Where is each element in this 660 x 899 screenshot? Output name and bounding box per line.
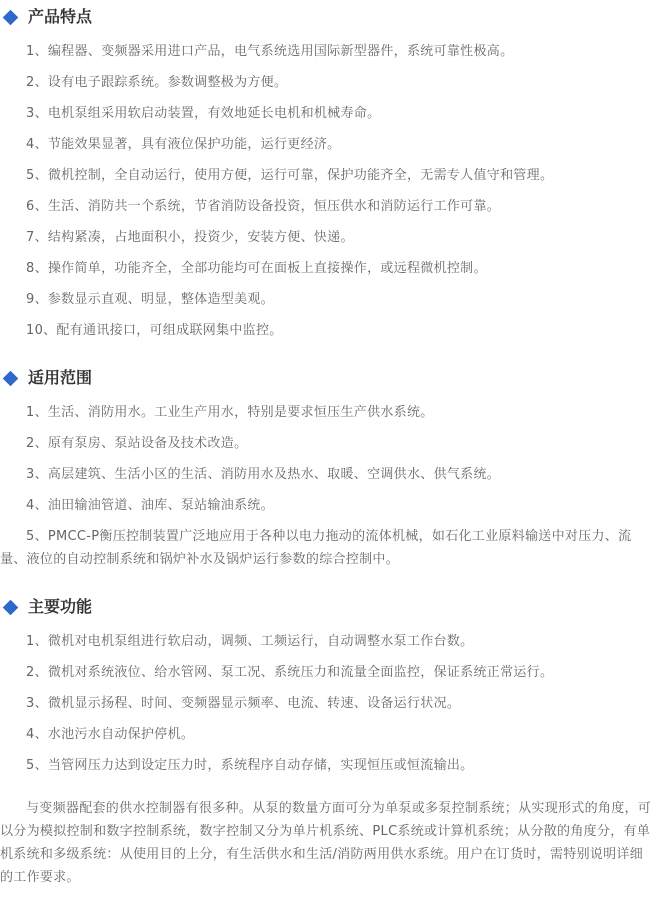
section-heading-main-functions (0, 597, 654, 617)
list-item: 3、微机显示扬程、时间、变频器显示频率、电流、转速、设备运行状况。 (26, 696, 461, 711)
section-title-text: 主要功能 (28, 597, 93, 616)
list-item: 1、编程器、变频器采用进口产品，电气系统选用国际新型器件，系统可靠性极高。 (26, 44, 514, 59)
blue-diamond-icon (3, 599, 19, 615)
list-item: 3、电机泵组采用软启动装置，有效地延长电机和机械寿命。 (26, 106, 381, 121)
list-item: 2、设有电子跟踪系统。参数调整极为方便。 (26, 75, 288, 90)
section-product-features (0, 7, 654, 342)
section-application-scope (0, 368, 654, 571)
list-item: 2、原有泵房、泵站设备及技术改造。 (26, 436, 248, 451)
list-item: 3、高层建筑、生活小区的生活、消防用水及热水、取暖、空调供水、供气系统。 (26, 467, 501, 482)
list-item: 2、微机对系统液位、给水管网、泵工况、系统压力和流量全面监控，保证系统正常运行。 (26, 665, 554, 680)
list-item: 4、水池污水自动保护停机。 (26, 727, 195, 742)
list-item: 4、节能效果显著，具有液位保护功能，运行更经济。 (26, 137, 341, 152)
section-heading-product-features (0, 7, 654, 27)
section-main-functions (0, 597, 654, 777)
list-item: 5、微机控制，全自动运行，使用方便，运行可靠，保护功能齐全，无需专人值守和管理。 (26, 168, 554, 183)
list-item: 5、当管网压力达到设定压力时，系统程序自动存储，实现恒压或恒流输出。 (26, 758, 474, 773)
list-item: 1、生活、消防用水。工业生产用水，特别是要求恒压生产供水系统。 (26, 405, 434, 420)
section-title-text: 适用范围 (28, 368, 93, 387)
blue-diamond-icon (3, 370, 19, 386)
list-item: 9、参数显示直观、明显，整体造型美观。 (26, 292, 274, 307)
list-item: 7、结构紧凑，占地面积小，投资少，安装方便、快递。 (26, 230, 354, 245)
list-item: 1、微机对电机泵组进行软启动，调频、工频运行，自动调整水泵工作台数。 (26, 634, 474, 649)
closing-paragraph: 与变频器配套的供水控制器有很多种。从泵的数量方面可分为单泵或多泵控制系统；从实现形式的角度，可以分为模拟控制和数字控制系统，数字控制又分为单片机系统、PLC系统或计算机系统；从分散的角度分，有单机系统和多级系统：从使用目的上分，有生活供水和生活/消防两用供水系统。用户在订货时，需特别说明详细的工作要求。 (0, 801, 652, 885)
section-title-text: 产品特点 (28, 7, 93, 26)
blue-diamond-icon (3, 9, 19, 25)
list-item: 8、操作简单，功能齐全，全部功能均可在面板上直接操作，或远程微机控制。 (26, 261, 487, 276)
section-heading-application-scope (0, 368, 654, 388)
list-item: 5、PMCC-P衡压控制装置广泛地应用于各种以电力拖动的流体机械，如石化工业原料输送中对压力、流量、液位的自动控制系统和锅炉补水及锅炉运行参数的综合控制中。 (0, 529, 632, 567)
list-item: 4、油田输油管道、油库、泵站输油系统。 (26, 498, 274, 513)
list-item: 10、配有通讯接口，可组成联网集中监控。 (26, 323, 283, 338)
list-item: 6、生活、消防共一个系统，节省消防设备投资，恒压供水和消防运行工作可靠。 (26, 199, 501, 214)
